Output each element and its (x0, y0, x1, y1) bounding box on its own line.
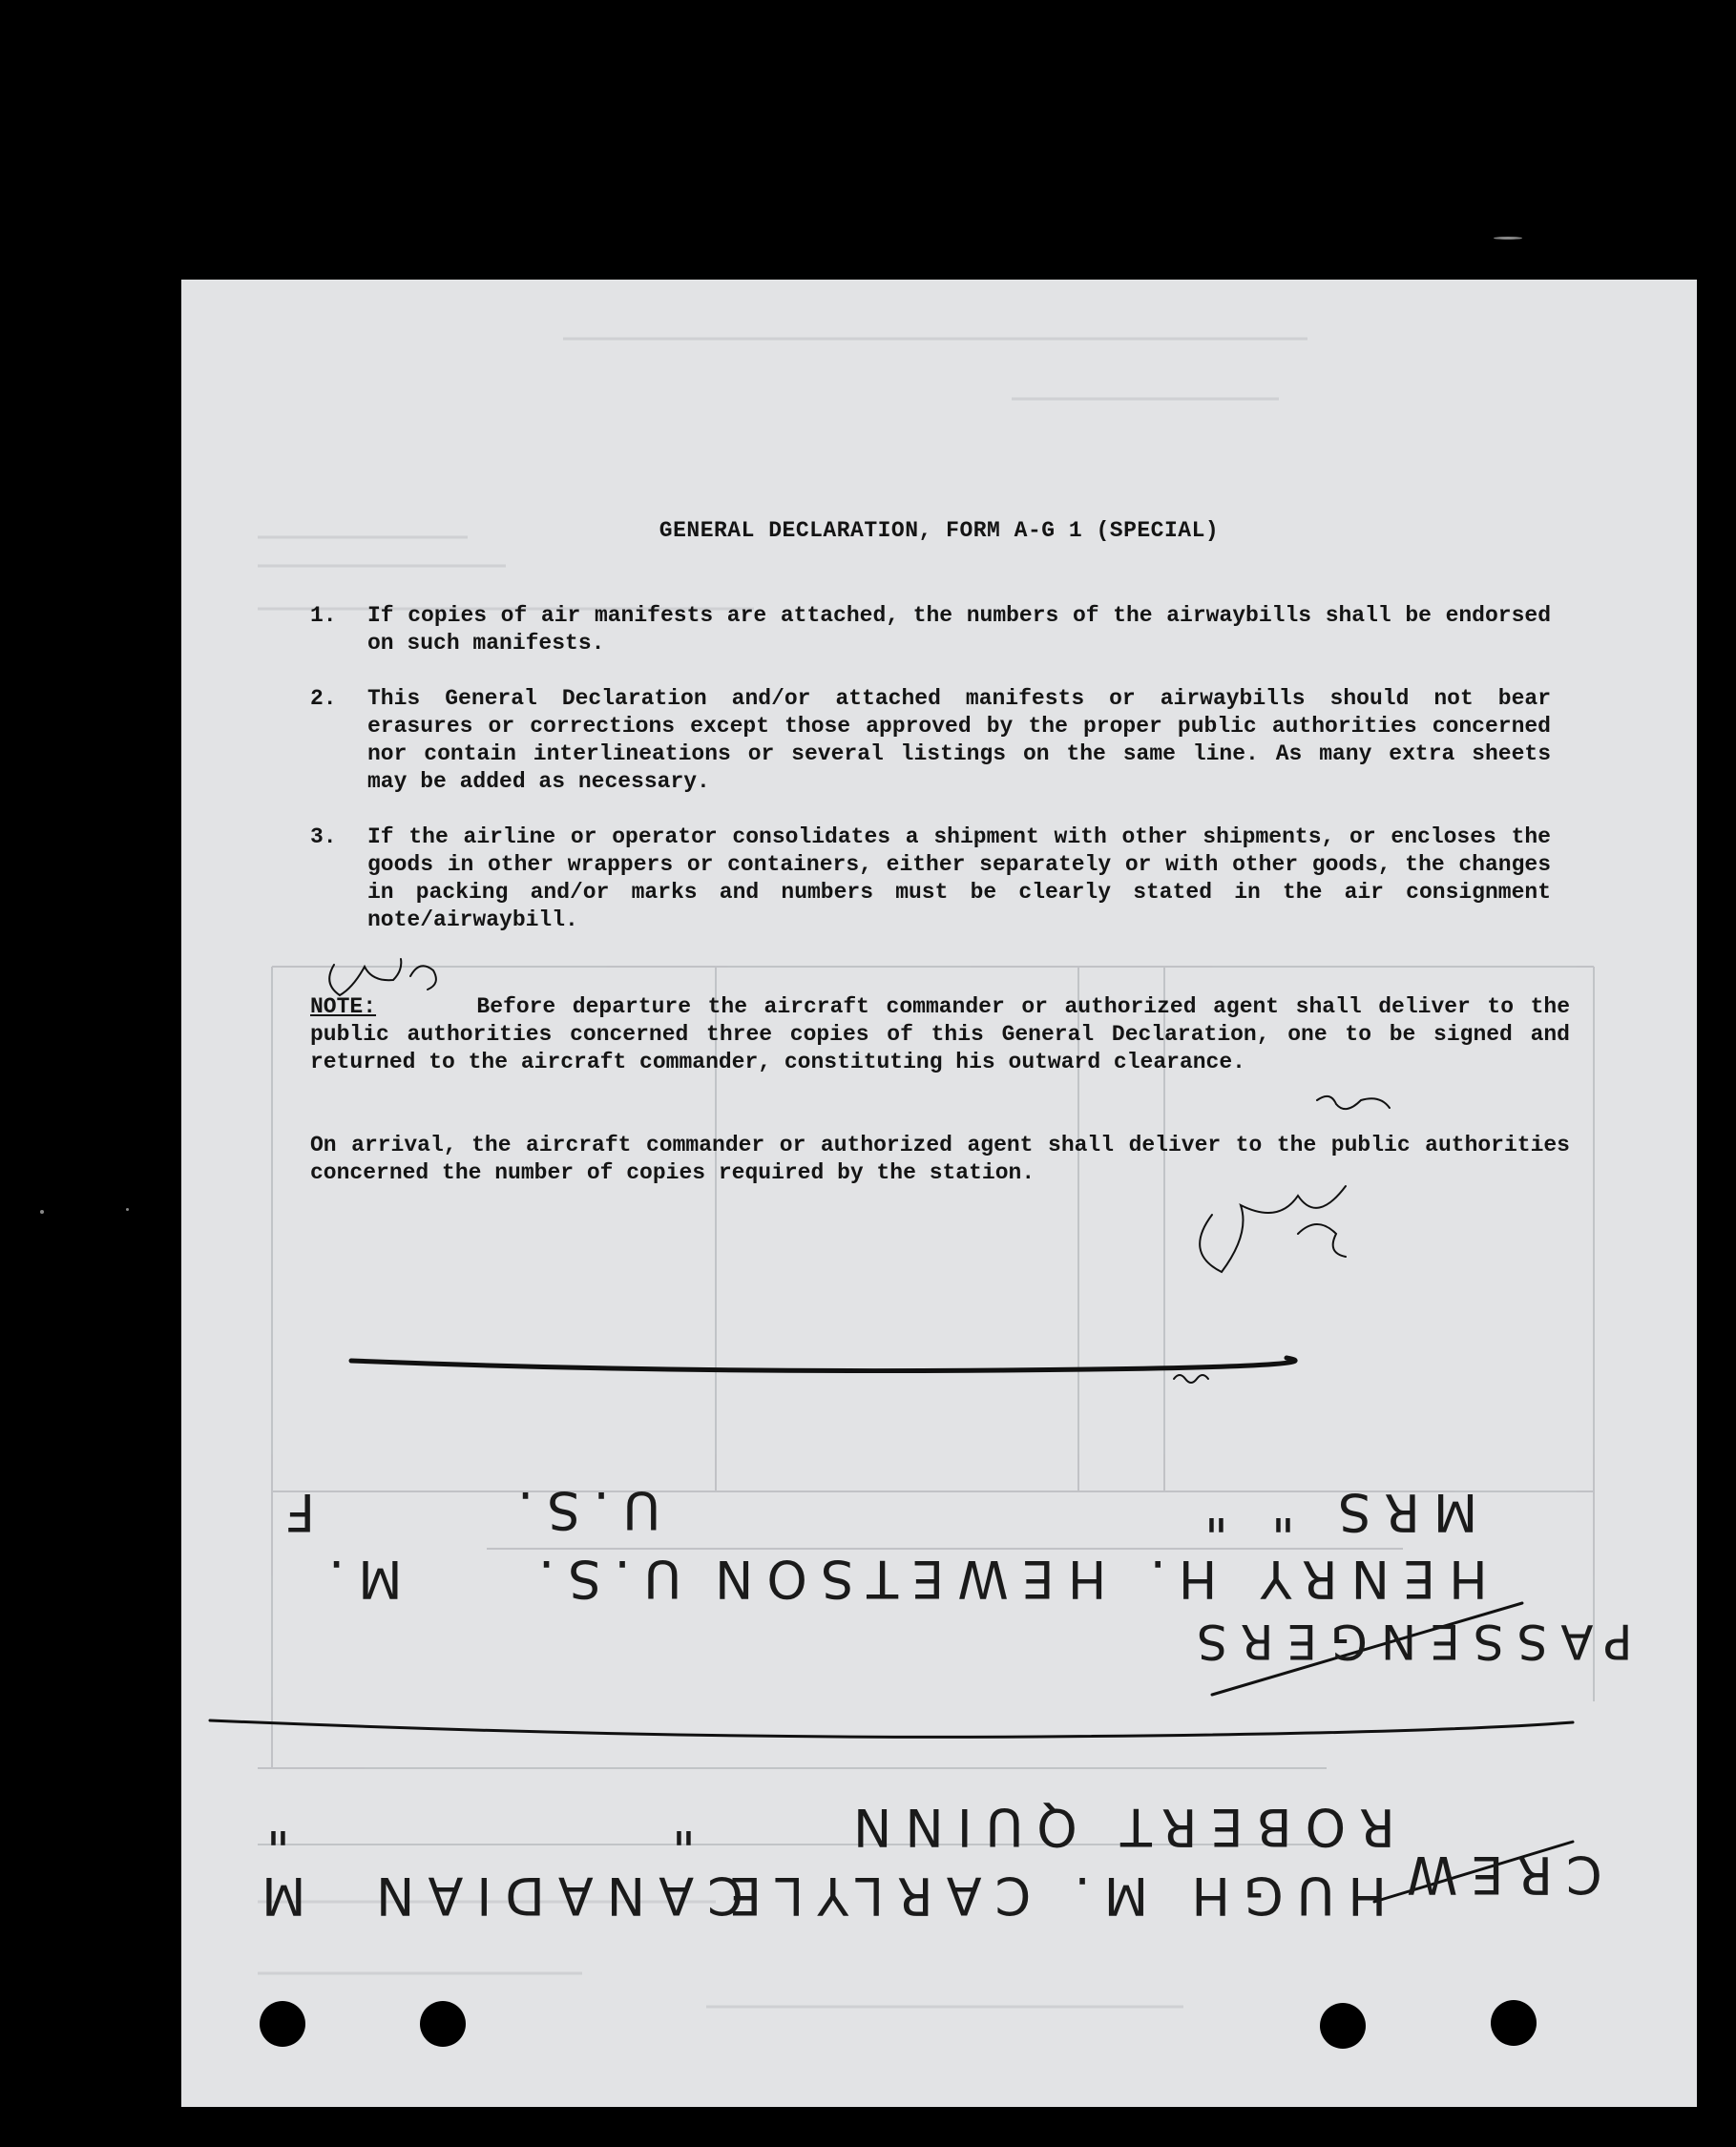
passenger-1-nationality: U.S. (525, 1549, 682, 1609)
crew-1-name: HUGH M. CARLYLE (716, 1866, 1387, 1926)
punch-hole (1320, 2003, 1366, 2049)
document-page (181, 280, 1697, 2107)
instruction-1 (310, 602, 1551, 657)
scan-speck (1494, 237, 1522, 240)
scan-speck (126, 1208, 129, 1211)
note-text: Before departure the aircraft commander or authorized agent shall deliver to the public authorities concerned three copies of this General Declaration, one to be signed and returned to the aircraft commander, constituting his outward clearance. (310, 994, 1570, 1074)
punch-hole (420, 2001, 466, 2047)
crew-2-nationality: " (659, 1795, 696, 1855)
instruction-text: If copies of air manifests are attached, the numbers of the airwaybills shall be endorsed on such manifests. (367, 603, 1551, 656)
passenger-2-nationality: U.S. (504, 1480, 661, 1540)
passengers-label: PASSENGERS (1183, 1614, 1633, 1669)
instruction-text: If the airline or operator consolidates a shipment with other shipments, or encloses the goods in other wrappers or containers, either separately or with other goods, the changes in packing and/or marks and numbers must be clearly stated in the air consignment note/airwaybill. (367, 824, 1551, 932)
crew-label: CREW (1393, 1845, 1602, 1905)
form-title: GENERAL DECLARATION, FORM A-G 1 (SPECIAL) (659, 518, 1220, 543)
punch-hole (260, 2001, 305, 2047)
note-paragraph (310, 993, 1570, 1076)
crew-2-name: ROBERT QUINN (840, 1797, 1395, 1857)
arrival-paragraph: On arrival, the aircraft commander or authorized agent shall deliver to the public authorities concerned the number of copies required by the station. (310, 1133, 1570, 1185)
crew-1-nationality: CANADIAN (363, 1866, 743, 1926)
passenger-2-name: MRS " " (1191, 1482, 1478, 1542)
note-label: NOTE: (310, 994, 377, 1019)
passenger-1-sex: M. (315, 1549, 403, 1609)
scan-speck (40, 1210, 44, 1214)
instruction-text: This General Declaration and/or attached manifests or airwaybills should not bear erasures or corrections except those approved by the proper public authorities concerned nor contain interlineations or several listings on the same line. As many extra sheets may be added as necessary. (367, 686, 1551, 794)
passenger-1-name: HENRY H. HEWETSON (701, 1549, 1488, 1609)
passenger-2-sex: F (272, 1482, 316, 1542)
instruction-2 (310, 685, 1551, 796)
crew-1-sex: M (248, 1866, 306, 1926)
punch-hole (1491, 2000, 1537, 2046)
instruction-number: 1. (310, 603, 337, 628)
crew-2-sex: " (253, 1795, 290, 1855)
instruction-number: 2. (310, 686, 337, 711)
instruction-number: 3. (310, 824, 337, 849)
instruction-3 (310, 823, 1551, 934)
